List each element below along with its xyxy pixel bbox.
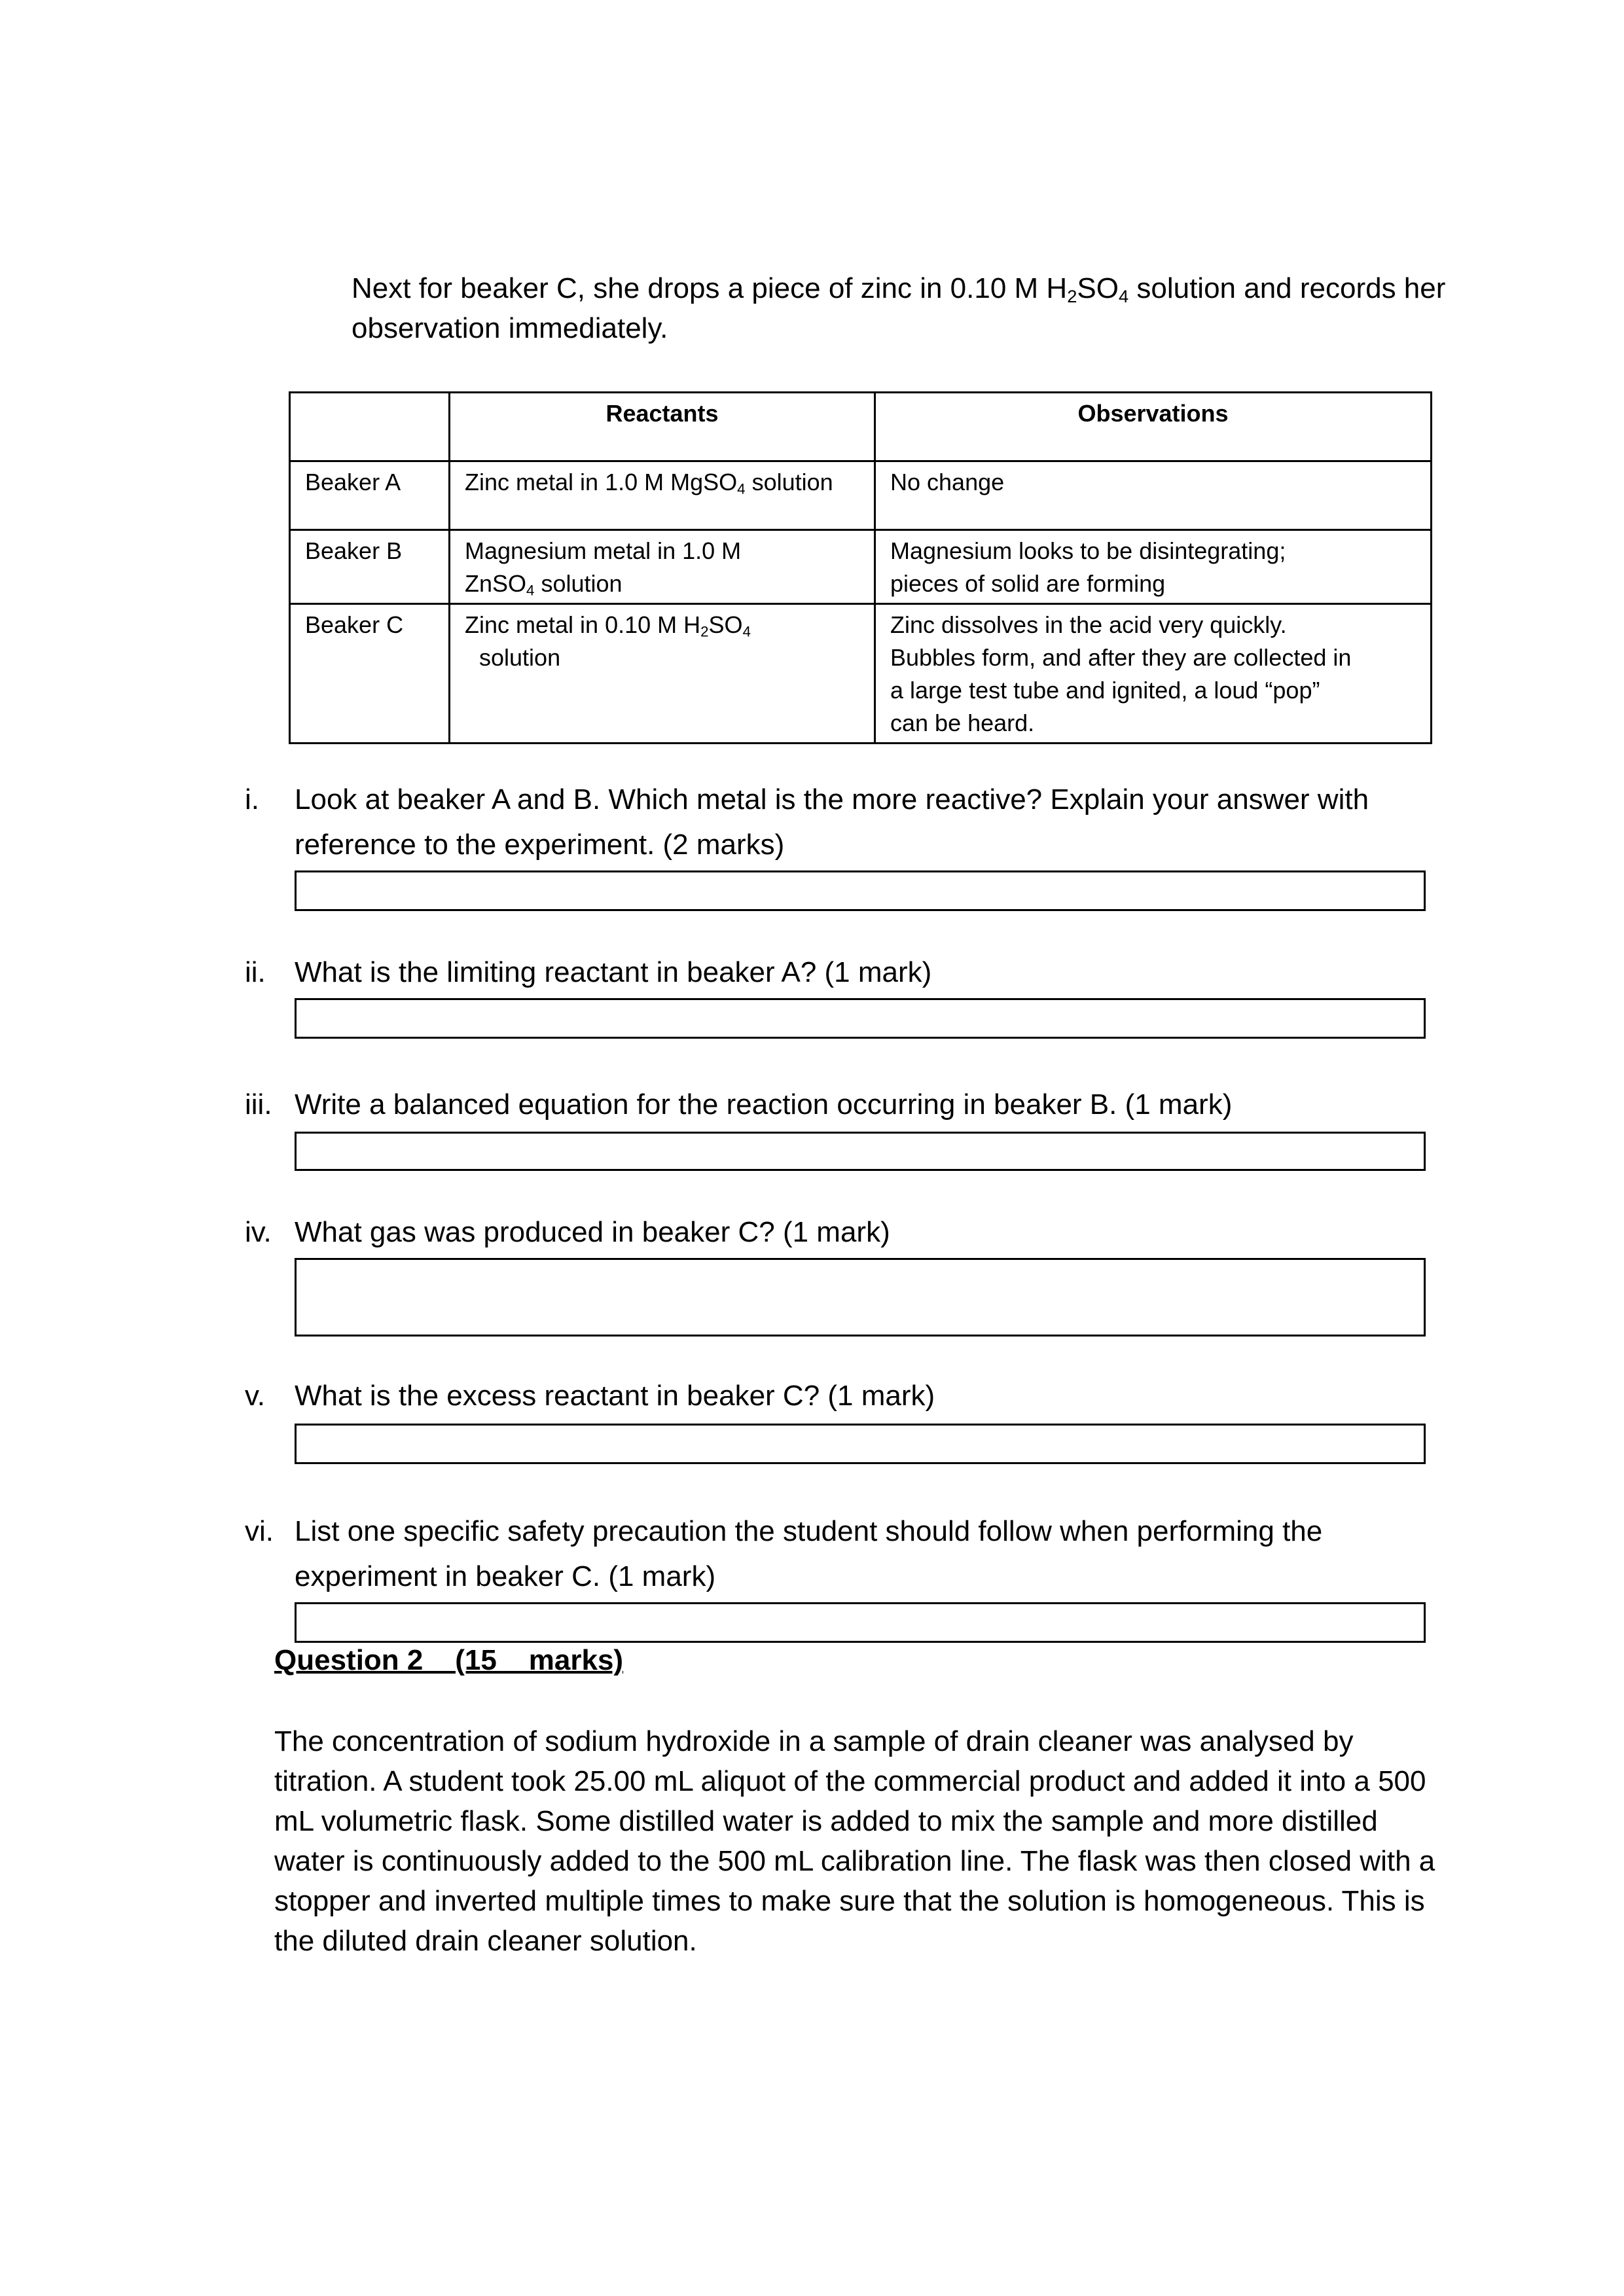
question-text: What is the limiting reactant in beaker A? (1 mark): [295, 956, 932, 988]
beaker-label: Beaker A: [290, 461, 450, 530]
observation-cell: [875, 530, 1432, 604]
reactant-text: solution: [479, 644, 561, 671]
answer-box-v[interactable]: [295, 1424, 1426, 1464]
intro-text-part: solution and records her observation immediately.: [352, 272, 1446, 344]
question-number: iii.: [245, 1088, 272, 1121]
beaker-label: Beaker C: [290, 604, 450, 744]
question-number: ii.: [245, 956, 266, 988]
subscript: 4: [526, 582, 535, 599]
subscript: 2: [1067, 285, 1077, 306]
reactant-text: Zinc metal in 0.10 M H: [465, 611, 701, 638]
reactant-cell: [450, 604, 875, 744]
subscript: 2: [700, 623, 709, 640]
header-empty: [290, 393, 450, 461]
reactant-text: solution: [534, 570, 623, 597]
subscript: 4: [737, 480, 746, 497]
reactant-text: ZnSO: [465, 570, 527, 597]
table-row: [290, 530, 1432, 604]
observation-line: Magnesium looks to be disintegrating;: [890, 537, 1286, 564]
intro-text-part: SO: [1077, 272, 1119, 304]
observation-cell: No change: [875, 461, 1432, 530]
subscript: 4: [742, 623, 751, 640]
table-row: [290, 461, 1432, 530]
reactant-cell: [450, 461, 875, 530]
observation-line: a large test tube and ignited, a loud “pop”: [890, 677, 1320, 704]
reactant-cell: [450, 530, 875, 604]
observation-line: Zinc dissolves in the acid very quickly.: [890, 611, 1287, 638]
observation-cell: [875, 604, 1432, 744]
beaker-label: Beaker B: [290, 530, 450, 604]
question-number: vi.: [245, 1515, 274, 1547]
intro-paragraph: [352, 268, 1477, 348]
reactant-text: Magnesium metal in 1.0 M: [465, 537, 742, 564]
question-2-paragraph: The concentration of sodium hydroxide in a sample of drain cleaner was analysed by titration. A student took 25.00 mL aliquot of the commercial product and added it into a 500 mL volumetric flask. Some distilled water is added to mix the sample and more distilled water is continuously added to the 500 mL calibration line. The flask was then closed with a stopper and inverted multiple times to make sure that the solution is homogeneous. This is the diluted drain cleaner solution.: [274, 1725, 1435, 1957]
reactant-text: Zinc metal in 1.0 M MgSO: [465, 469, 738, 495]
question-number: iv.: [245, 1216, 272, 1248]
answer-box-iv[interactable]: [295, 1258, 1426, 1336]
answer-box-i[interactable]: [295, 870, 1426, 911]
subscript: 4: [1118, 285, 1129, 306]
question-text: What gas was produced in beaker C? (1 mark): [295, 1216, 890, 1248]
observations-table: [289, 391, 1432, 744]
header-reactants: Reactants: [450, 393, 875, 461]
observation-line: pieces of solid are forming: [890, 570, 1166, 597]
question-number: i.: [245, 783, 259, 816]
answer-box-iii[interactable]: [295, 1132, 1426, 1171]
question-text: Look at beaker A and B. Which metal is the more reactive? Explain your answer with reference to the experiment. (2 marks): [295, 783, 1369, 861]
reactant-text: SO: [708, 611, 743, 638]
table-header-row: [290, 393, 1432, 461]
answer-box-ii[interactable]: [295, 998, 1426, 1039]
answer-box-vi[interactable]: [295, 1602, 1426, 1643]
reactant-text: solution: [745, 469, 833, 495]
intro-text-part: Next for beaker C, she drops a piece of zinc in 0.10 M H: [352, 272, 1068, 304]
question-text: Write a balanced equation for the reaction occurring in beaker B. (1 mark): [295, 1088, 1233, 1121]
observation-line: can be heard.: [890, 709, 1035, 736]
question-number: v.: [245, 1380, 265, 1412]
question-text: What is the excess reactant in beaker C? (1 mark): [295, 1380, 935, 1412]
table-row: [290, 604, 1432, 744]
header-observations: Observations: [875, 393, 1432, 461]
question-text: List one specific safety precaution the student should follow when performing the experiment in beaker C. (1 mark): [295, 1515, 1323, 1592]
question-2-heading: Question 2 (15 marks): [274, 1644, 624, 1676]
observation-line: Bubbles form, and after they are collected in: [890, 644, 1352, 671]
